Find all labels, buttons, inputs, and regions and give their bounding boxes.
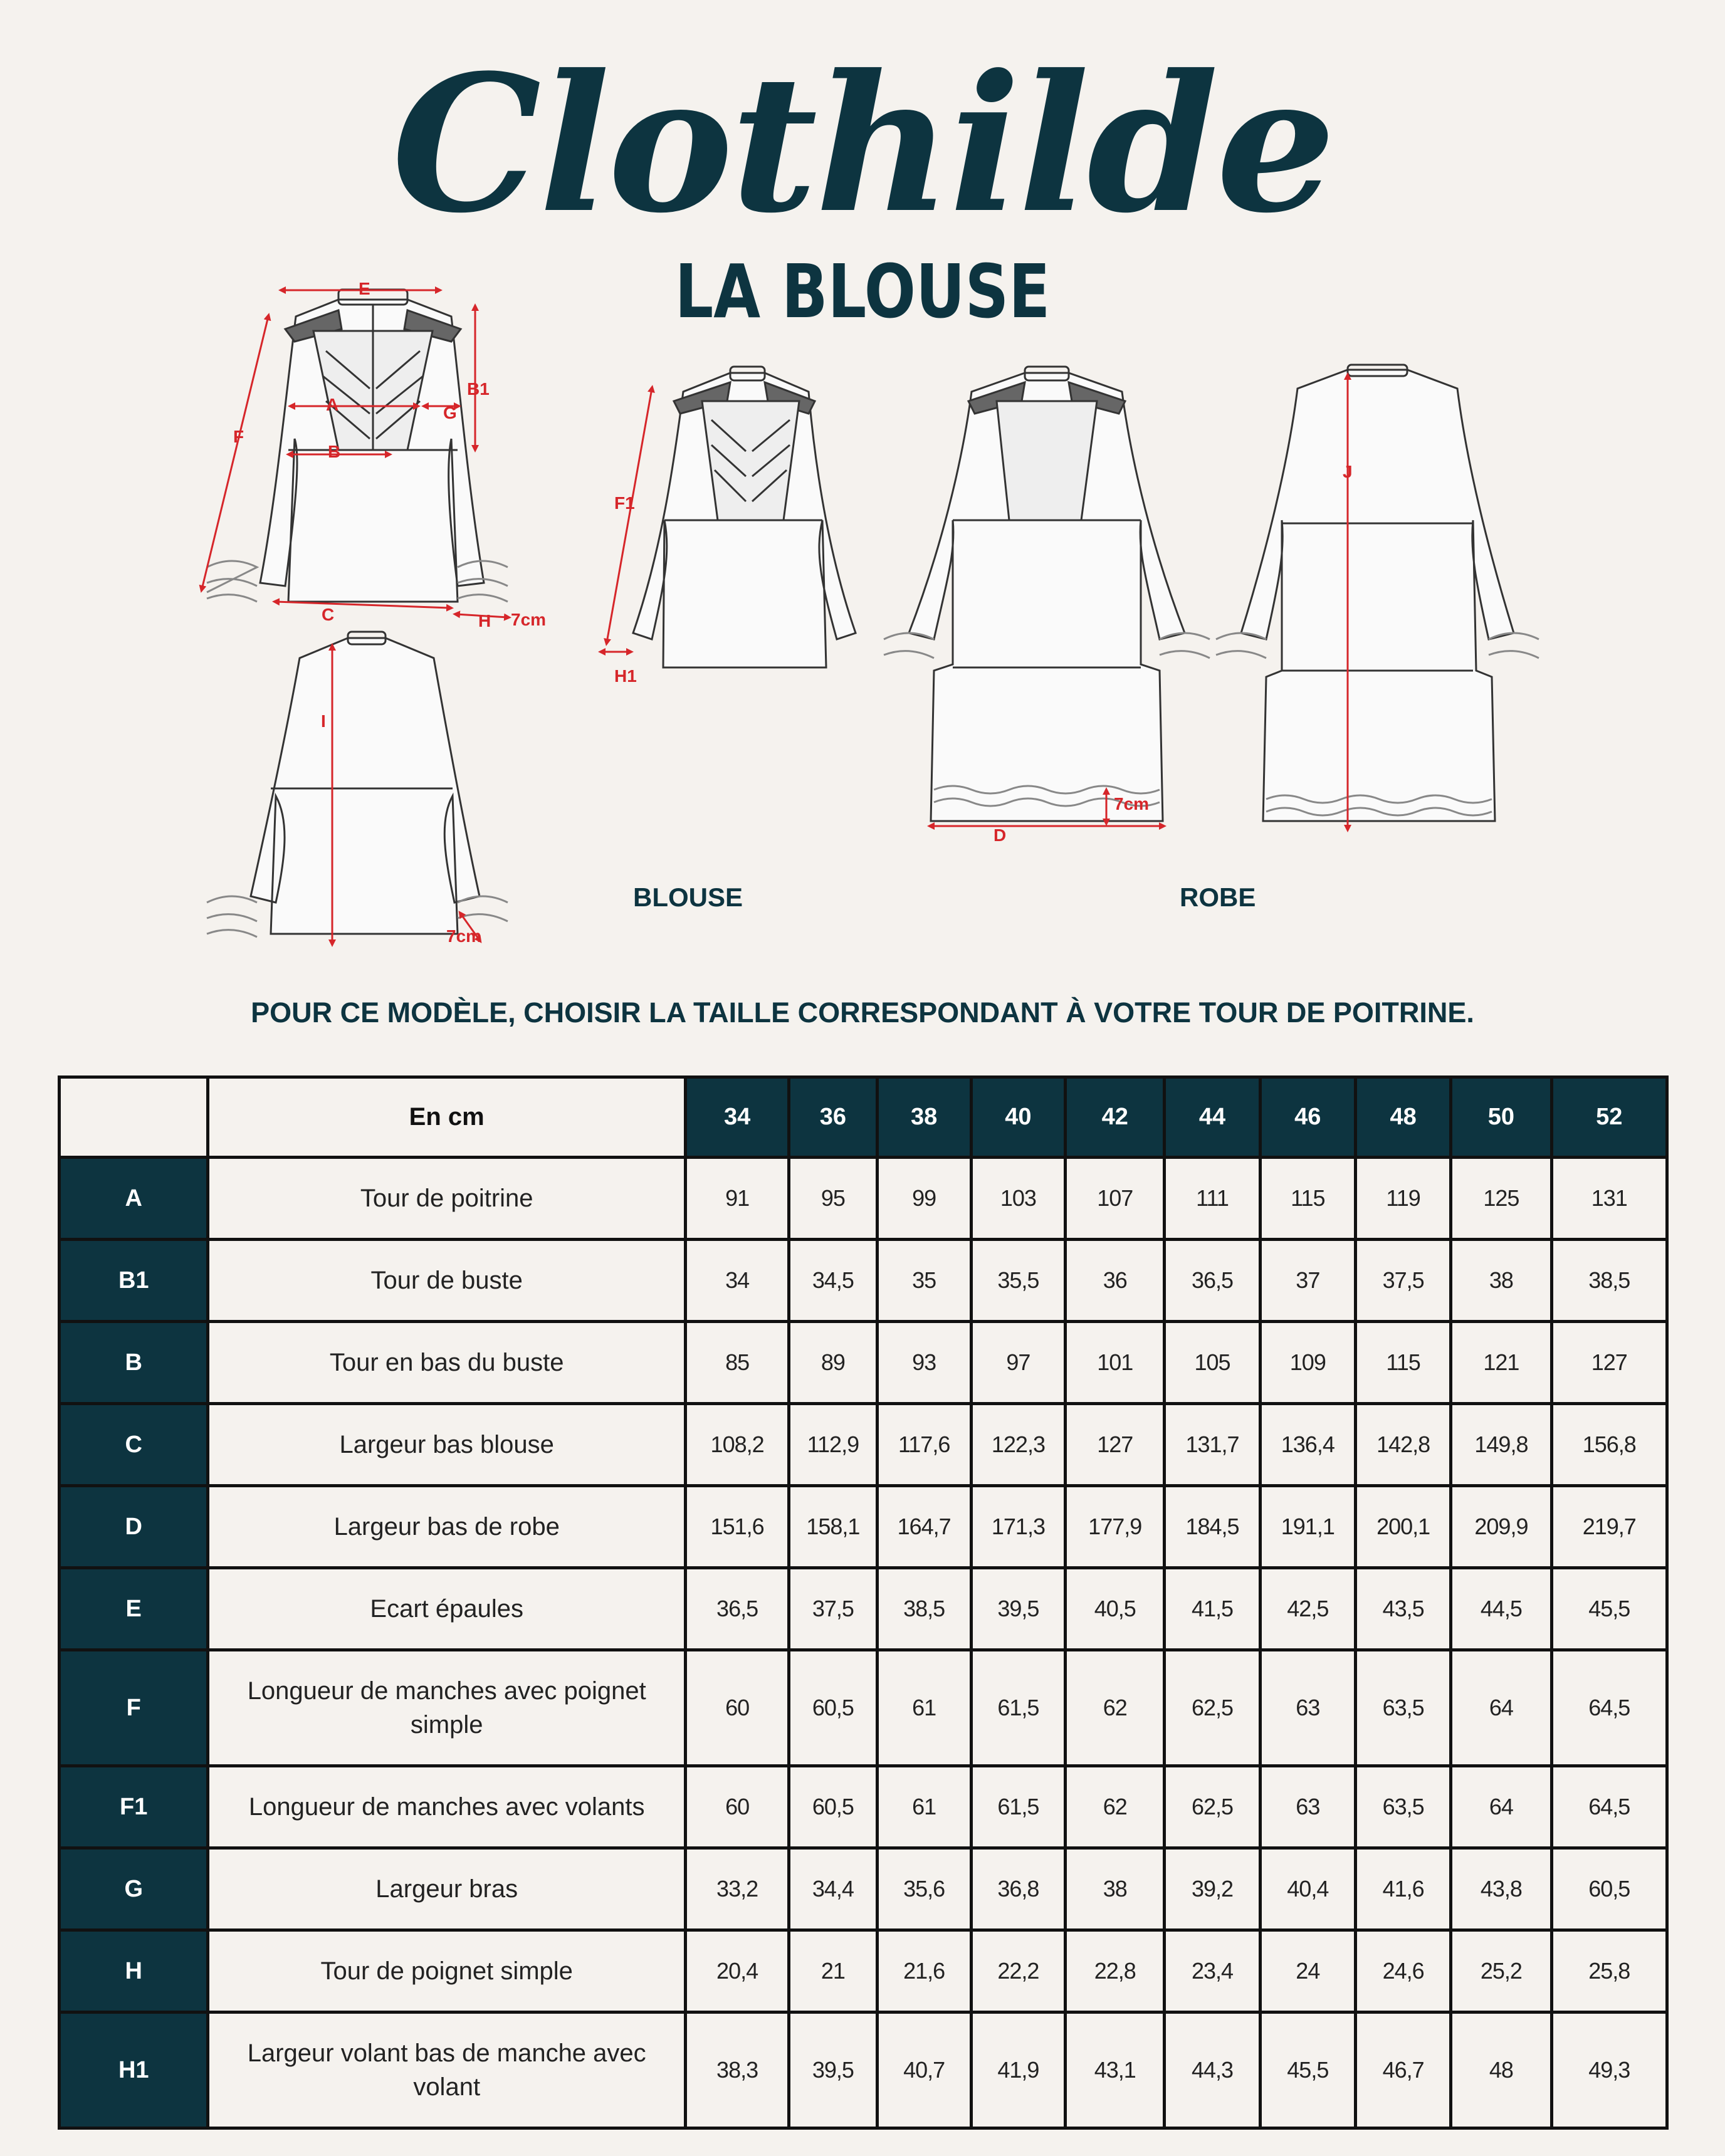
measurement-value: 136,4 xyxy=(1260,1404,1355,1486)
measurement-value: 37,5 xyxy=(1355,1240,1450,1322)
measurement-value: 38 xyxy=(1066,1848,1165,1930)
size-header: 50 xyxy=(1451,1077,1551,1158)
measurement-value: 25,8 xyxy=(1551,1930,1667,2012)
measurement-value: 38,5 xyxy=(877,1568,971,1650)
measurement-value: 23,4 xyxy=(1165,1930,1260,2012)
measurement-value: 62,5 xyxy=(1165,1766,1260,1848)
measurement-code: D xyxy=(60,1486,208,1568)
measurement-value: 131,7 xyxy=(1165,1404,1260,1486)
svg-text:H: H xyxy=(478,611,491,631)
measurement-value: 115 xyxy=(1260,1158,1355,1240)
measurement-value: 61 xyxy=(877,1650,971,1766)
measurement-value: 24,6 xyxy=(1355,1930,1450,2012)
measurement-value: 85 xyxy=(685,1322,789,1404)
measurement-value: 95 xyxy=(789,1158,877,1240)
svg-text:D: D xyxy=(994,825,1007,845)
measurement-value: 20,4 xyxy=(685,1930,789,2012)
measurement-value: 49,3 xyxy=(1551,2012,1667,2128)
size-header: 52 xyxy=(1551,1077,1667,1158)
svg-text:I: I xyxy=(321,711,326,731)
measurement-value: 41,5 xyxy=(1165,1568,1260,1650)
measurement-value: 39,2 xyxy=(1165,1848,1260,1930)
measurement-value: 38 xyxy=(1451,1240,1551,1322)
svg-text:C: C xyxy=(322,605,335,624)
measurement-value: 39,5 xyxy=(971,1568,1065,1650)
measurement-value: 200,1 xyxy=(1355,1486,1450,1568)
measurement-value: 24 xyxy=(1260,1930,1355,2012)
measurement-value: 219,7 xyxy=(1551,1486,1667,1568)
svg-text:F: F xyxy=(233,427,244,446)
blouse-ruffle-drawing xyxy=(633,367,856,667)
table-row xyxy=(60,1568,1667,1650)
measurement-code: G xyxy=(60,1848,208,1930)
measurement-label: Largeur volant bas de manche avec volant xyxy=(208,2012,685,2128)
measurement-label: Longueur de manches avec poignet simple xyxy=(208,1650,685,1766)
measurement-value: 40,4 xyxy=(1260,1848,1355,1930)
measurement-value: 34,4 xyxy=(789,1848,877,1930)
svg-text:7cm: 7cm xyxy=(1114,794,1150,814)
size-header-row xyxy=(60,1077,1667,1158)
measurement-value: 115 xyxy=(1355,1322,1450,1404)
measurement-value: 40,7 xyxy=(877,2012,971,2128)
svg-text:B: B xyxy=(328,442,341,461)
svg-text:7cm: 7cm xyxy=(511,610,547,629)
blouse-ruffle-labels xyxy=(614,493,637,686)
measurement-value: 107 xyxy=(1066,1158,1165,1240)
measurement-value: 89 xyxy=(789,1322,877,1404)
measurement-value: 164,7 xyxy=(877,1486,971,1568)
measurement-value: 60 xyxy=(685,1766,789,1848)
svg-text:J: J xyxy=(1343,462,1353,481)
measurement-value: 61,5 xyxy=(971,1766,1065,1848)
measurement-value: 43,1 xyxy=(1066,2012,1165,2128)
measurement-value: 105 xyxy=(1165,1322,1260,1404)
table-row xyxy=(60,1848,1667,1930)
size-header: 42 xyxy=(1066,1077,1165,1158)
size-instruction: POUR CE MODÈLE, CHOISIR LA TAILLE CORRESPONDANT À VOTRE TOUR DE POITRINE. xyxy=(251,997,1474,1028)
measurement-value: 35,6 xyxy=(877,1848,971,1930)
robe-front-drawing xyxy=(884,367,1210,821)
measurement-value: 34,5 xyxy=(789,1240,877,1322)
header-blank-cell xyxy=(60,1077,208,1158)
svg-text:H1: H1 xyxy=(614,666,637,686)
measurement-value: 33,2 xyxy=(685,1848,789,1930)
measurement-value: 149,8 xyxy=(1451,1404,1551,1486)
measurement-value: 44,5 xyxy=(1451,1568,1551,1650)
measurement-label: Largeur bas de robe xyxy=(208,1486,685,1568)
measurement-value: 44,3 xyxy=(1165,2012,1260,2128)
measurement-label: Largeur bras xyxy=(208,1848,685,1930)
measurement-value: 103 xyxy=(971,1158,1065,1240)
measurement-value: 63 xyxy=(1260,1650,1355,1766)
table-row xyxy=(60,1240,1667,1322)
measurement-value: 21,6 xyxy=(877,1930,971,2012)
measurement-value: 63 xyxy=(1260,1766,1355,1848)
measurement-label: Ecart épaules xyxy=(208,1568,685,1650)
measurement-value: 37 xyxy=(1260,1240,1355,1322)
measurement-value: 91 xyxy=(685,1158,789,1240)
measurement-code: B xyxy=(60,1322,208,1404)
svg-text:B1: B1 xyxy=(467,379,490,399)
measurement-code: E xyxy=(60,1568,208,1650)
measurement-value: 64,5 xyxy=(1551,1650,1667,1766)
measurement-value: 42,5 xyxy=(1260,1568,1355,1650)
measurement-value: 22,8 xyxy=(1066,1930,1165,2012)
measurement-value: 60,5 xyxy=(1551,1848,1667,1930)
measurement-value: 43,8 xyxy=(1451,1848,1551,1930)
measurement-value: 35,5 xyxy=(971,1240,1065,1322)
measurement-value: 64,5 xyxy=(1551,1766,1667,1848)
measurement-value: 127 xyxy=(1066,1404,1165,1486)
measurement-value: 108,2 xyxy=(685,1404,789,1486)
measurement-value: 22,2 xyxy=(971,1930,1065,2012)
size-chart-table xyxy=(58,1075,1669,2130)
blouse-front-measured-drawing xyxy=(207,290,508,602)
svg-text:7cm: 7cm xyxy=(446,926,482,946)
measurement-value: 93 xyxy=(877,1322,971,1404)
svg-text:F1: F1 xyxy=(614,493,635,513)
table-row xyxy=(60,1650,1667,1766)
measurement-value: 41,9 xyxy=(971,2012,1065,2128)
measurement-value: 151,6 xyxy=(685,1486,789,1568)
measurement-value: 45,5 xyxy=(1260,2012,1355,2128)
measurement-code: C xyxy=(60,1404,208,1486)
garment-technical-drawings xyxy=(0,0,1725,978)
size-header: 40 xyxy=(971,1077,1065,1158)
measurement-value: 60,5 xyxy=(789,1766,877,1848)
measurement-value: 177,9 xyxy=(1066,1486,1165,1568)
measurement-value: 40,5 xyxy=(1066,1568,1165,1650)
measurement-value: 63,5 xyxy=(1355,1650,1450,1766)
size-header: 38 xyxy=(877,1077,971,1158)
table-row xyxy=(60,2012,1667,2128)
measurement-value: 21 xyxy=(789,1930,877,2012)
measurement-value: 158,1 xyxy=(789,1486,877,1568)
robe-back-labels xyxy=(1343,462,1353,481)
measurement-value: 62 xyxy=(1066,1650,1165,1766)
svg-text:A: A xyxy=(326,395,339,414)
measurement-value: 35 xyxy=(877,1240,971,1322)
measurement-label: Tour de buste xyxy=(208,1240,685,1322)
measurement-value: 117,6 xyxy=(877,1404,971,1486)
measurement-value: 109 xyxy=(1260,1322,1355,1404)
measurement-value: 122,3 xyxy=(971,1404,1065,1486)
measurement-code: A xyxy=(60,1158,208,1240)
size-header: 46 xyxy=(1260,1077,1355,1158)
measurement-value: 41,6 xyxy=(1355,1848,1450,1930)
measurement-label: Tour de poignet simple xyxy=(208,1930,685,2012)
measurement-value: 209,9 xyxy=(1451,1486,1551,1568)
measurement-value: 101 xyxy=(1066,1322,1165,1404)
measurement-value: 60 xyxy=(685,1650,789,1766)
measurement-value: 99 xyxy=(877,1158,971,1240)
unit-header: En cm xyxy=(208,1077,685,1158)
measurement-value: 36,5 xyxy=(1165,1240,1260,1322)
measurement-value: 46,7 xyxy=(1355,2012,1450,2128)
measurement-value: 119 xyxy=(1355,1158,1450,1240)
measurement-value: 36 xyxy=(1066,1240,1165,1322)
pattern-title: Clothilde xyxy=(391,33,1334,254)
measurement-code: F1 xyxy=(60,1766,208,1848)
measurement-value: 156,8 xyxy=(1551,1404,1667,1486)
measurement-label: Longueur de manches avec volants xyxy=(208,1766,685,1848)
measurement-value: 43,5 xyxy=(1355,1568,1450,1650)
measurement-value: 63,5 xyxy=(1355,1766,1450,1848)
size-header: 48 xyxy=(1355,1077,1450,1158)
measurement-value: 62,5 xyxy=(1165,1650,1260,1766)
size-header: 44 xyxy=(1165,1077,1260,1158)
blouse-caption: BLOUSE xyxy=(633,882,743,912)
measurement-value: 45,5 xyxy=(1551,1568,1667,1650)
measurement-code: B1 xyxy=(60,1240,208,1322)
measurement-value: 25,2 xyxy=(1451,1930,1551,2012)
table-row xyxy=(60,1158,1667,1240)
measurement-value: 38,5 xyxy=(1551,1240,1667,1322)
measurement-value: 48 xyxy=(1451,2012,1551,2128)
pattern-subtitle: LA BLOUSE xyxy=(674,248,1051,335)
table-row xyxy=(60,1930,1667,2012)
robe-back-drawing xyxy=(1216,365,1539,821)
svg-text:G: G xyxy=(443,403,457,422)
table-row xyxy=(60,1322,1667,1404)
measurement-value: 38,3 xyxy=(685,2012,789,2128)
measurement-code: H xyxy=(60,1930,208,2012)
measurement-label: Largeur bas blouse xyxy=(208,1404,685,1486)
table-row xyxy=(60,1766,1667,1848)
table-row xyxy=(60,1486,1667,1568)
measurement-value: 36,5 xyxy=(685,1568,789,1650)
measurement-label: Tour de poitrine xyxy=(208,1158,685,1240)
measurement-value: 142,8 xyxy=(1355,1404,1450,1486)
measurement-value: 171,3 xyxy=(971,1486,1065,1568)
size-header: 34 xyxy=(685,1077,789,1158)
measurement-value: 121 xyxy=(1451,1322,1551,1404)
measurement-code: F xyxy=(60,1650,208,1766)
measurement-value: 97 xyxy=(971,1322,1065,1404)
measurement-value: 64 xyxy=(1451,1766,1551,1848)
robe-caption: ROBE xyxy=(1180,882,1256,912)
blouse-back-drawing xyxy=(207,632,508,937)
measurement-value: 127 xyxy=(1551,1322,1667,1404)
measurement-value: 60,5 xyxy=(789,1650,877,1766)
measurement-value: 62 xyxy=(1066,1766,1165,1848)
measurement-value: 111 xyxy=(1165,1158,1260,1240)
measurement-value: 112,9 xyxy=(789,1404,877,1486)
table-row xyxy=(60,1404,1667,1486)
measurement-value: 36,8 xyxy=(971,1848,1065,1930)
measurement-value: 37,5 xyxy=(789,1568,877,1650)
measurement-code: H1 xyxy=(60,2012,208,2128)
measurement-value: 191,1 xyxy=(1260,1486,1355,1568)
measurement-value: 39,5 xyxy=(789,2012,877,2128)
measurement-value: 34 xyxy=(685,1240,789,1322)
measurement-value: 131 xyxy=(1551,1158,1667,1240)
measurement-value: 184,5 xyxy=(1165,1486,1260,1568)
measurement-value: 64 xyxy=(1451,1650,1551,1766)
measurement-label: Tour en bas du buste xyxy=(208,1322,685,1404)
measurement-value: 125 xyxy=(1451,1158,1551,1240)
measurement-value: 61 xyxy=(877,1766,971,1848)
measurement-value: 61,5 xyxy=(971,1650,1065,1766)
svg-text:E: E xyxy=(359,279,370,298)
size-header: 36 xyxy=(789,1077,877,1158)
